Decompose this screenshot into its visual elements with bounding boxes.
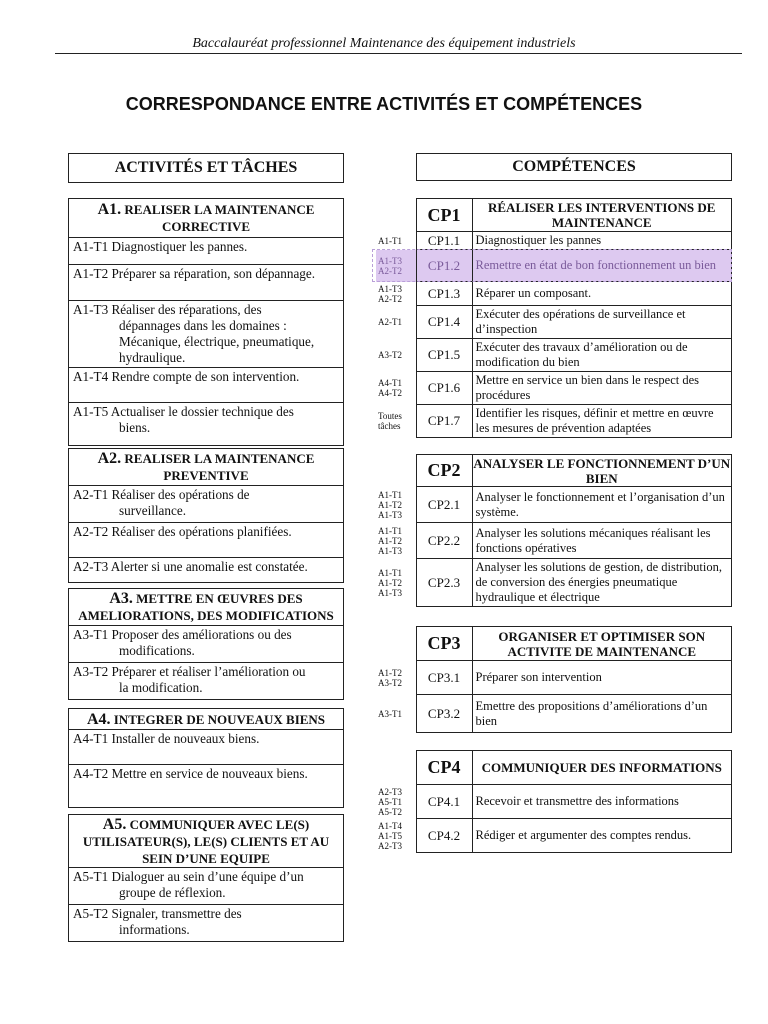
task-ref: A1-T2 A3-T2 (378, 667, 402, 688)
task-ref: A1-T1 A1-T2 A1-T3 (378, 567, 402, 598)
task-ref: A1-T1 (378, 235, 402, 246)
competence-desc: Rédiger et argumenter des comptes rendus. (472, 819, 732, 853)
subcompetence-code: CP1.1 (416, 232, 472, 250)
subcompetence-code: CP2.1 (416, 487, 472, 523)
activity-title: A4. INTEGRER DE NOUVEAUX BIENS (69, 709, 344, 730)
subcompetence-code: CP1.3 (416, 282, 472, 306)
competence-desc: Préparer son intervention (472, 661, 732, 695)
page-title: CORRESPONDANCE ENTRE ACTIVITÉS ET COMPÉTENCES (125, 94, 643, 114)
competence-cp1 (376, 198, 732, 438)
task-row: A2-T1 Réaliser des opérations de surveillance. (69, 486, 344, 523)
task-ref: A1-T4 A1-T5 A2-T3 (378, 820, 402, 851)
subcompetence-code: CP4.2 (416, 819, 472, 853)
task-ref: A2-T1 (378, 317, 402, 327)
activity-a1 (68, 198, 344, 446)
task-row: A4-T1 Installer de nouveaux biens. (69, 730, 344, 765)
competence-desc: Diagnostiquer les pannes (472, 232, 732, 250)
page-header: Baccalauréat professionnel Maintenance des équipement industriels (192, 36, 576, 51)
competence-code: CP1 (416, 199, 472, 232)
competence-code: CP4 (416, 751, 472, 785)
competence-desc: Exécuter des opérations de surveillance et d’inspection (472, 306, 732, 339)
task-row: A1-T5 Actualiser le dossier technique des biens. (69, 403, 344, 446)
subcompetence-code: CP1.2 (416, 250, 472, 282)
task-row: A1-T2 Préparer sa réparation, son dépannage. (69, 265, 344, 301)
competence-title: ANALYSER LE FONCTIONNEMENT D’UN BIEN (473, 455, 731, 486)
task-row: A1-T3 Réaliser des réparations, des dépannages dans les domaines : Mécanique, électrique, pneumatique, hydraulique. (69, 301, 344, 368)
competence-code: CP3 (416, 627, 472, 661)
activity-a5 (68, 814, 344, 942)
task-ref: A1-T3 A2-T2 (378, 255, 402, 276)
competence-desc: Identifier les risques, définir et mettre en œuvre les mesures de prévention adaptées (472, 405, 732, 438)
competence-desc: Remettre en état de bon fonctionnement un bien (472, 250, 732, 282)
competence-desc: Recevoir et transmettre des informations (472, 785, 732, 819)
subcompetence-code: CP1.5 (416, 339, 472, 372)
task-row: A5-T1 Dialoguer au sein d’une équipe d’un groupe de réflexion. (69, 868, 344, 905)
competence-desc: Exécuter des travaux d’amélioration ou de modification du bien (472, 339, 732, 372)
task-ref: A3-T2 (378, 350, 402, 360)
activity-a3 (68, 588, 344, 700)
activity-title: A3. METTRE EN ŒUVRES DES AMELIORATIONS, DES MODIFICATIONS (69, 589, 344, 626)
competence-desc: Emettre des propositions d’améliorations d’un bien (472, 695, 732, 733)
task-ref: Toutes tâches (378, 411, 402, 431)
competence-title: RÉALISER LES INTERVENTIONS DE MAINTENANCE (472, 199, 732, 232)
task-ref: A3-T1 (378, 708, 402, 719)
task-ref: A1-T1 A1-T2 A1-T3 (378, 489, 402, 520)
subcompetence-code: CP4.1 (416, 785, 472, 819)
task-row: A1-T4 Rendre compte de son intervention. (69, 368, 344, 403)
task-ref: A2-T3 A5-T1 A5-T2 (378, 786, 402, 817)
subcompetence-code: CP3.1 (416, 661, 472, 695)
competence-desc: Analyser le fonctionnement et l’organisation d’un système. (472, 487, 732, 523)
competence-cp4 (376, 750, 732, 853)
subcompetence-code: CP1.7 (416, 405, 472, 438)
competence-code: CP2 (416, 455, 472, 487)
competence-cp2 (376, 454, 732, 607)
subcompetence-code: CP1.6 (416, 372, 472, 405)
activity-title: A1. REALISER LA MAINTENANCE CORRECTIVE (69, 199, 344, 238)
task-ref: A1-T3 A2-T2 (378, 283, 402, 304)
competence-title: COMMUNIQUER DES INFORMATIONS (472, 751, 732, 785)
header-rule (55, 53, 742, 54)
activity-a2 (68, 448, 344, 583)
task-row: A2-T3 Alerter si une anomalie est constatée. (69, 558, 344, 583)
task-row: A1-T1 Diagnostiquer les pannes. (69, 238, 344, 265)
task-row: A3-T1 Proposer des améliorations ou des modifications. (69, 626, 344, 663)
competence-desc: Mettre en service un bien dans le respect des procédures (472, 372, 732, 405)
activity-title: A5. COMMUNIQUER AVEC LE(S) UTILISATEUR(S), LE(S) CLIENTS ET AU SEIN D’UNE EQUIPE (69, 815, 344, 868)
competence-desc: Réparer un composant. (472, 282, 732, 306)
activity-a4 (68, 708, 344, 808)
activity-title: A2. REALISER LA MAINTENANCE PREVENTIVE (69, 449, 344, 486)
activities-heading: ACTIVITÉS ET TÂCHES (68, 153, 344, 183)
subcompetence-code: CP2.2 (416, 523, 472, 559)
task-row: A3-T2 Préparer et réaliser l’amélioration ou la modification. (69, 663, 344, 700)
subcompetence-code: CP1.4 (416, 306, 472, 339)
subcompetence-code: CP2.3 (416, 559, 472, 607)
task-row: A4-T2 Mettre en service de nouveaux biens. (69, 765, 344, 808)
competence-desc: Analyser les solutions mécaniques réalisant les fonctions opératives (472, 523, 732, 559)
competence-desc: Analyser les solutions de gestion, de distribution, de conversion des énergies pneumatique hydraulique et électrique (472, 559, 732, 607)
subcompetence-code: CP3.2 (416, 695, 472, 733)
task-ref: A4-T1 A4-T2 (378, 378, 402, 398)
task-row: A2-T2 Réaliser des opérations planifiées. (69, 523, 344, 558)
task-ref: A1-T1 A1-T2 A1-T3 (378, 525, 402, 556)
competences-heading: COMPÉTENCES (416, 153, 732, 181)
competence-cp3 (376, 626, 732, 733)
competence-title: ORGANISER ET OPTIMISER SON ACTIVITE DE MAINTENANCE (472, 627, 732, 661)
task-row: A5-T2 Signaler, transmettre des informations. (69, 905, 344, 942)
highlighted-row[interactable] (376, 250, 732, 282)
